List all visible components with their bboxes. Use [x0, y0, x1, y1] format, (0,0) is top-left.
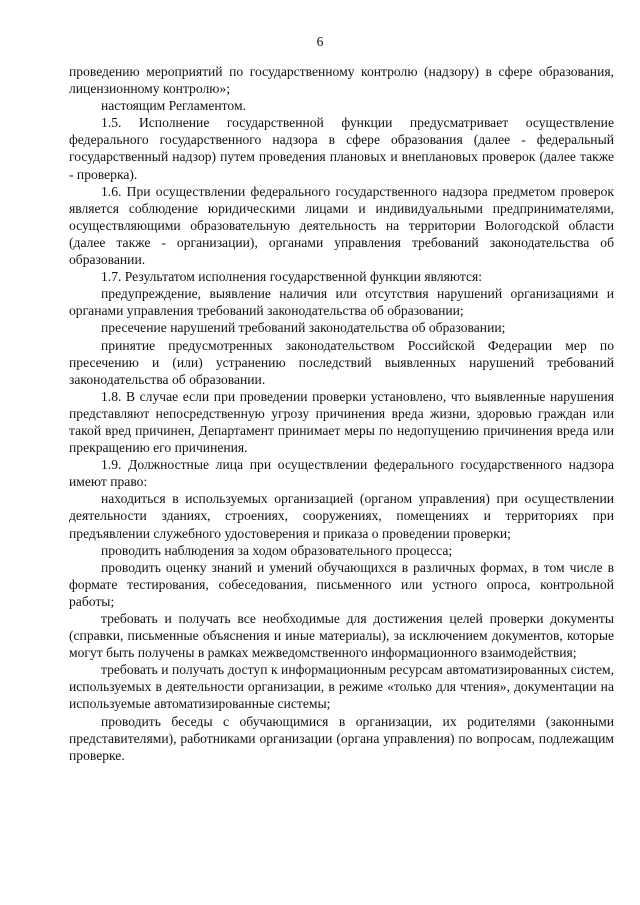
paragraph: проводить беседы с обучающимися в организации, их родителями (законными представителями), работниками организации (органа управления) по вопросам, подлежащим проверке. — [69, 713, 614, 763]
paragraph: принятие предусмотренных законодательством Российской Федерации мер по пресечению и (или) устранению последствий выявленных нарушений требований законодательства об образовании. — [69, 337, 614, 387]
paragraph: предупреждение, выявление наличия или отсутствия нарушений организациями и органами управления требований законодательства об образовании; — [69, 286, 614, 319]
paragraph: требовать и получать все необходимые для достижения целей проверки документы (справки, письменные объяснения и иные материалы), за исключением документов, которые могут быть получены в рамках межведомственного информационного взаимодействия; — [69, 611, 614, 661]
paragraph: находиться в используемых организацией (органом управления) при осуществлении деятельности зданиях, строениях, сооружениях, помещениях и территориях при предъявлении служебного удостоверения и приказа о проведении проверки; — [69, 491, 614, 541]
paragraph: 1.7. Результатом исполнения государственной функции являются: — [101, 269, 483, 285]
paragraph: пресечение нарушений требований законодательства об образовании; — [101, 320, 506, 336]
paragraph: 1.9. Должностные лица при осуществлении федерального государственного надзора имеют право: — [69, 457, 614, 490]
paragraph: требовать и получать доступ к информационным ресурсам автоматизированных систем, используемых в деятельности организации, в режиме «только для чтения», документации на используемые автоматизированные системы; — [69, 662, 614, 712]
paragraph: проводить наблюдения за ходом образовательного процесса; — [101, 542, 453, 558]
paragraph: 1.6. При осуществлении федерального государственного надзора предметом проверок является соблюдение юридическими лицами и индивидуальными предпринимателями, осуществляющими образовательную деятельность на территории Вологодской области (далее также - организации), органами управления требований законодательства об образовании. — [69, 183, 614, 268]
paragraph: 1.8. В случае если при проведении проверки установлено, что выявленные нарушения представляют непосредственную угрозу причинения вреда жизни, здоровью граждан или такой вред причинен, Департамент принимает меры по недопущению причинения вреда или прекращению его причинения. — [69, 388, 614, 456]
page-number: 6 — [316, 34, 324, 49]
paragraph: настоящим Регламентом. — [101, 98, 246, 114]
paragraph: проводить оценку знаний и умений обучающихся в различных формах, в том числе в формате тестирования, собеседования, письменного или устного опроса, контрольной работы; — [69, 559, 614, 609]
paragraph: проведению мероприятий по государственному контролю (надзору) в сфере образования, лицензионному контролю»; — [69, 64, 614, 97]
paragraph: 1.5. Исполнение государственной функции предусматривает осуществление федерального государственного надзора в сфере образования (далее - федеральный государственный надзор) путем проведения плановых и внеплановых проверок (далее также - проверка). — [69, 115, 614, 182]
document-body — [69, 63, 614, 764]
